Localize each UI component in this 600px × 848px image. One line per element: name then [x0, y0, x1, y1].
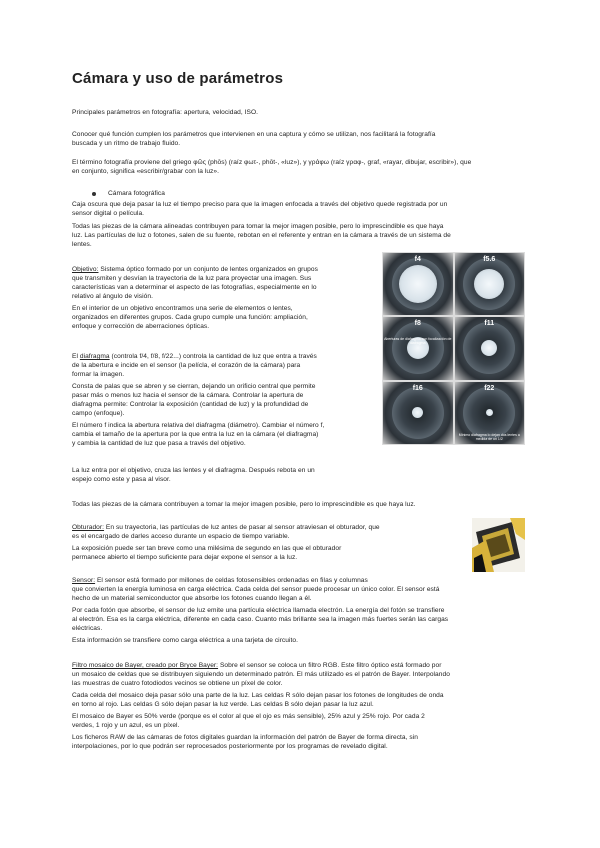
section-line: lentes.	[72, 241, 92, 248]
etymology-line: en conjunto, significa «escribir/grabar con la luz».	[72, 168, 220, 175]
sensor-line: Por cada fotón que absorbe, el sensor de luz emite una partícula eléctrica llamada electrón. La energía del fotón se transfiere	[72, 607, 445, 614]
filtro-line: Filtro mosaico de Bayer, creado por Bryce Bayer: Sobre el sensor se coloca un filtro RGB. Este filtro óptico está formado por	[72, 662, 442, 669]
intro-line: buscada y un ritmo de trabajo fluido.	[72, 140, 181, 147]
aperture-photo: f11	[455, 317, 525, 379]
diafragma-label: diafragma	[79, 353, 110, 360]
diafragma-line: Consta de palas que se abren y se cierran, dejando un orificio central que permite	[72, 383, 316, 390]
filtro-line: Los ficheros RAW de las cámaras de fotos digitales guardan la información del patrón de Bayer de forma directa, sin	[72, 734, 418, 741]
intro-line: Conocer qué función cumplen los parámetros que intervienen en una captura y cómo se utilizan, nos facilitará la fotografía	[72, 131, 436, 138]
aperture-photo-grid	[382, 252, 525, 445]
aperture-photo: f16	[383, 382, 453, 444]
aperture-photo: f22 Mínimo diafragma lo dejan dos lentes a medida de un 1/2	[455, 382, 525, 444]
obturador-label: Obturador:	[72, 524, 105, 531]
filtro-line: Cada celda del mosaico deja pasar sólo una parte de la luz. Las celdas R sólo dejan pasar los fotones de longitudes de onda	[72, 692, 444, 699]
intro-params: Principales parámetros en fotografía: apertura, velocidad, ISO.	[72, 109, 259, 116]
diafragma-line: El diafragma (controla f/4, f/8, f/22...) controla la cantidad de luz que entra a través	[72, 353, 317, 360]
section-line: luz. Las partículas de luz o fotones, salen de su fuente, rebotan en el referente y entran en la cámara a través de un sistema de	[72, 232, 451, 239]
etymology-line: El término fotografía proviene del griego φῶς (phōs) (raíz φωτ-, phōt-, «luz»), y γράφω (raíz γραφ-, graf, «rayar, dibujar, escribir»), que	[72, 159, 472, 166]
sensor-line: que convierten la energía luminosa en carga eléctrica. Cada celda del sensor puede procesar un único color. El sensor está	[72, 586, 440, 593]
luz-line: La luz entra por el objetivo, cruza las lentes y el diafragma. Después rebota en un	[72, 467, 315, 474]
section-line: Todas las piezas de la cámara alineadas contribuyen para tomar la mejor imagen posible, pero lo imprescindible es que haya	[72, 223, 444, 230]
diafragma-line: pasar más o menos luz hacia el sensor de la cámara. Controlar la apertura de	[72, 392, 304, 399]
section-line: sensor digital o película.	[72, 210, 145, 217]
obturador-line: La exposición puede ser tan breve como una milésima de segundo en las que el obturador	[72, 545, 342, 552]
diafragma-line: diafragma permite: Controlar la exposición (cantidad de luz) y la profundidad de	[72, 401, 309, 408]
diafragma-line: cambia el tamaño de la apertura por la que entra la luz en la cámara (el diafragma)	[72, 431, 319, 438]
sensor-label: Sensor:	[72, 577, 96, 584]
sensor-line: Esta información se transfiere como carga eléctrica a una tarjeta de circuito.	[72, 637, 298, 644]
aperture-photo: f8 Aberturas de diafragma con focalización de diafragma	[383, 317, 453, 379]
objetivo-line: organizados en diferentes grupos. Cada grupo cumple una función: ampliación,	[72, 314, 308, 321]
filtro-label: Filtro mosaico de Bayer, creado por Bryce Bayer:	[72, 662, 219, 669]
aperture-photo: f4	[383, 253, 453, 315]
luz-line: Todas las piezas de la cámara contribuyen a tomar la mejor imagen posible, pero lo imprescindible es que haya luz.	[72, 501, 416, 508]
bullet-icon	[92, 192, 96, 196]
objetivo-line: características van a determinar el aspecto de las fotografías, especialmente en lo	[72, 284, 317, 291]
filtro-line: en torno al rojo. Las celdas G sólo dejan pasar la luz verde. Las celdas B sólo dejan pasar la luz azul.	[72, 701, 374, 708]
diafragma-line: y cambia la cantidad de luz que pasa a través del objetivo.	[72, 440, 246, 447]
objetivo-line: que transmiten y desvían la trayectoria de la luz para proyectar una imagen. Sus	[72, 275, 312, 282]
shutter-illustration	[472, 518, 525, 572]
section-heading: Cámara fotográfica	[108, 190, 165, 197]
filtro-line: las muestras de cuatro fotodiodos vecinos se obtiene un píxel de color.	[72, 680, 283, 687]
filtro-line: un mosaico de celdas que se distribuyen siguiendo un determinado patrón. El más utilizado es el patrón de Bayer. Interpolando	[72, 671, 450, 678]
page-title: Cámara y uso de parámetros	[72, 70, 284, 87]
sensor-line: hecho de un material semiconductor que absorbe los fotones cuando llegan a él.	[72, 595, 312, 602]
diafragma-line: de la abertura e incide en el sensor (la pelícla, el corazón de la cámara) para	[72, 362, 301, 369]
aperture-photo: f5.6	[455, 253, 525, 315]
diafragma-line: El número f indica la abertura relativa del diafragma (diámetro). Cambiar el número f,	[72, 422, 325, 429]
sensor-line: eléctricas.	[72, 625, 103, 632]
filtro-line: verdes, 1 rojo y un azul, es un píxel.	[72, 722, 180, 729]
objetivo-line: En el interior de un objetivo encontramos una serie de elementos o lentes,	[72, 305, 293, 312]
section-line: Caja oscura que deja pasar la luz el tiempo preciso para que la imagen enfocada a través del objetivo quede registrada por un	[72, 201, 448, 208]
obturador-line: permanece abierto el tiempo suficiente para dejar expone el sensor a la luz.	[72, 554, 298, 561]
objetivo-line: enfoque y corrección de aberraciones ópticas.	[72, 323, 210, 330]
sensor-line: Sensor: El sensor está formado por millones de celdas fotosensibles ordenadas en filas y columnas	[72, 577, 368, 584]
sensor-line: al electrón. Esa es la carga eléctrica, diferente en cada caso. Cuanto más brillante sea la imagen más fuertes serán las cargas	[72, 616, 449, 623]
obturador-line: es el encargado de darles acceso durante un espacio de tiempo variable.	[72, 533, 290, 540]
luz-line: espejo como este y pasa al visor.	[72, 476, 171, 483]
objetivo-label: Objetivo:	[72, 266, 99, 273]
filtro-line: El mosaico de Bayer es 50% verde (porque es el color al que el ojo es más sensible), 25% azul y 25% rojo. Por cada 2	[72, 713, 425, 720]
diafragma-line: formar la imagen.	[72, 371, 125, 378]
diafragma-line: campo (enfoque).	[72, 410, 125, 417]
objetivo-line: Objetivo: Sistema óptico formado por un conjunto de lentes organizados en grupos	[72, 266, 318, 273]
filtro-line: interpolaciones, por lo que podrán ser reprocesados posteriormente por los programas de revelado digital.	[72, 743, 388, 750]
obturador-line: Obturador: En su trayectoria, las partículas de luz antes de pasar al sensor atraviesan el obturador, que	[72, 524, 380, 531]
objetivo-line: relativo al ángulo de visión.	[72, 293, 153, 300]
